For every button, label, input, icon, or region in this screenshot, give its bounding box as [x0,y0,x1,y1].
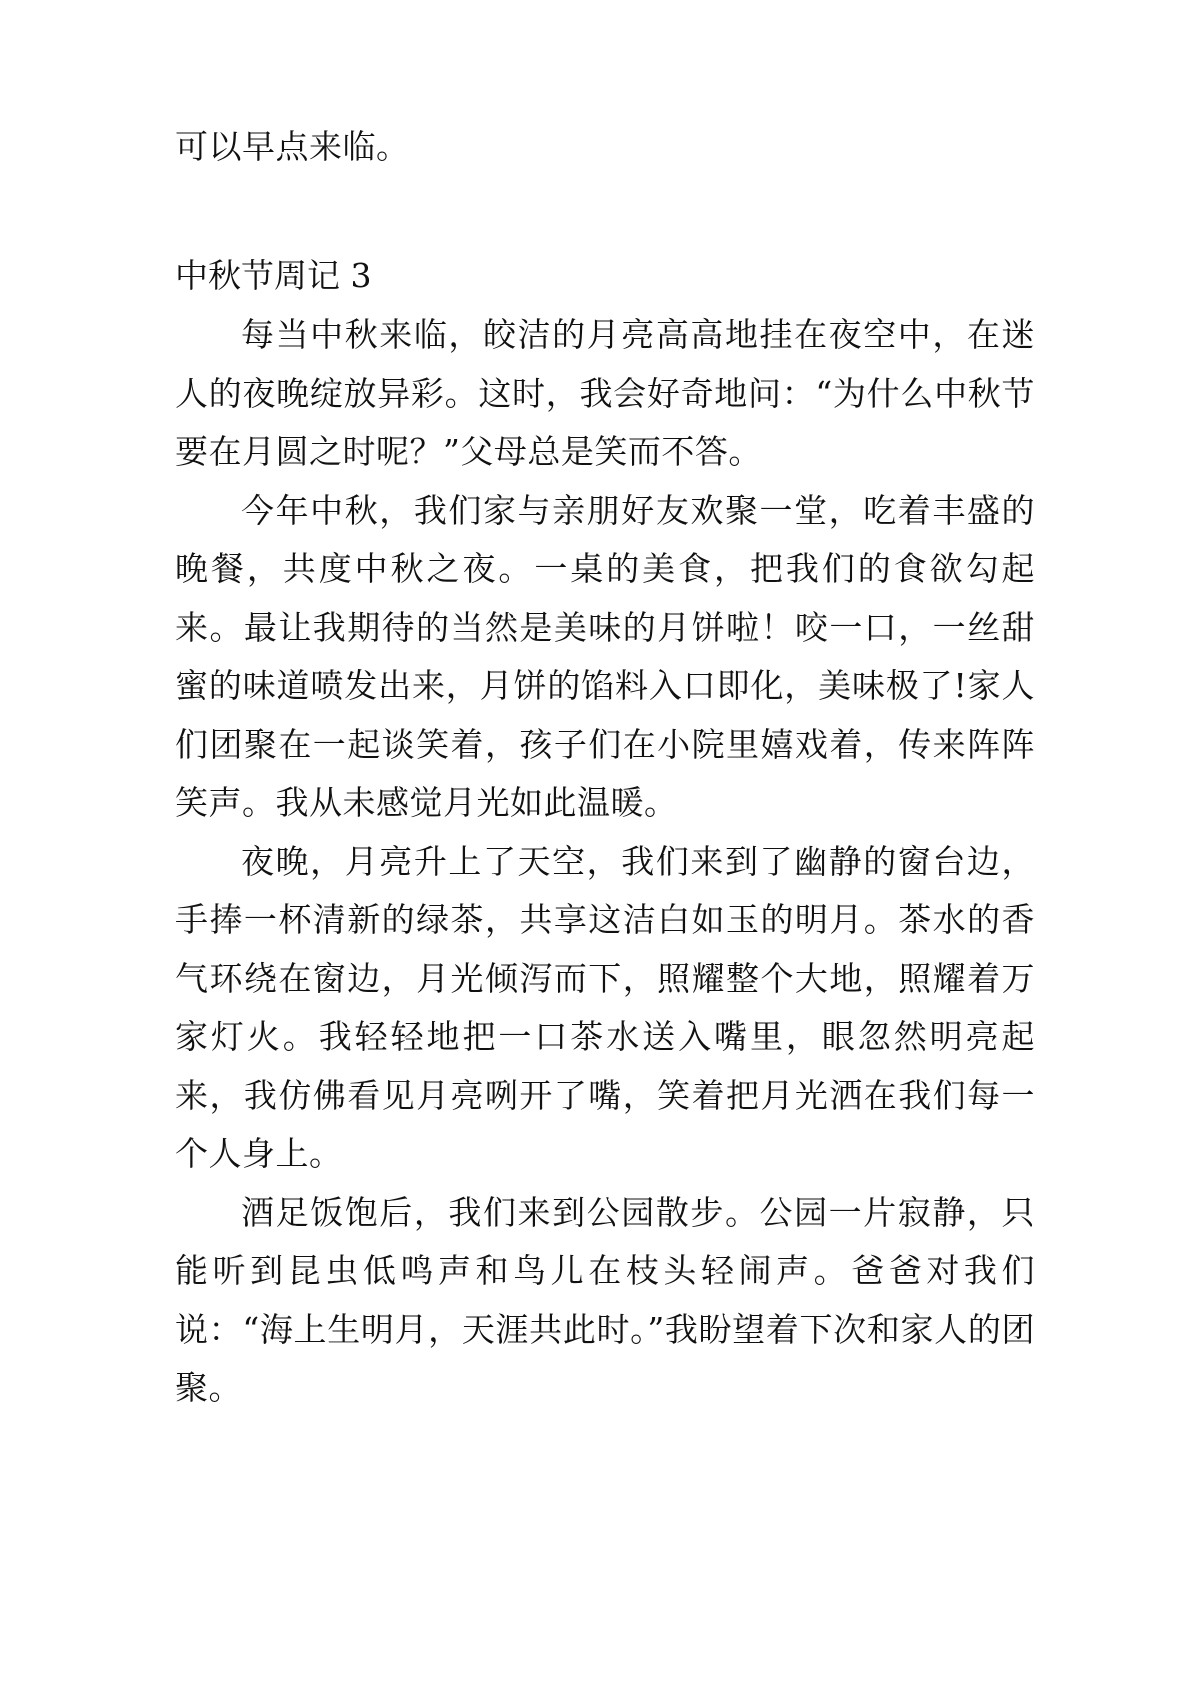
continuation-text: 可以早点来临。 [175,127,410,166]
paragraph-2: 今年中秋，我们家与亲朋好友欢聚一堂，吃着丰盛的晚餐，共度中秋之夜。一桌的美食，把我们的食欲勾起来。最让我期待的当然是美味的月饼啦！咬一口，一丝甜蜜的味道喷发出来，月饼的馅料入口即化，美味极了!家人们团聚在一起谈笑着，孩子们在小院里嬉戏着，传来阵阵笑声。我从未感觉月光如此温暖。 [175,490,1035,822]
paragraph-1: 每当中秋来临，皎洁的月亮高高地挂在夜空中，在迷人的夜晚绽放异彩。这时，我会好奇地问：“为什么中秋节要在月圆之时呢？”父母总是笑而不答。 [175,315,1035,471]
essay-title: 中秋节周记 3 [175,256,372,295]
essay-body [175,306,1035,1418]
paragraph-3: 夜晚，月亮升上了天空，我们来到了幽静的窗台边，手捧一杯清新的绿茶，共享这洁白如玉的明月。茶水的香气环绕在窗边，月光倾泻而下，照耀整个大地，照耀着万家灯火。我轻轻地把一口茶水送入嘴里，眼忽然明亮起来，我仿佛看见月亮咧开了嘴，笑着把月光洒在我们每一个人身上。 [175,841,1035,1173]
paragraph-4: 酒足饭饱后，我们来到公园散步。公园一片寂静，只能听到昆虫低鸣声和鸟儿在枝头轻闹声。爸爸对我们说：“海上生明月，天涯共此时。”我盼望着下次和家人的团聚。 [175,1192,1035,1407]
